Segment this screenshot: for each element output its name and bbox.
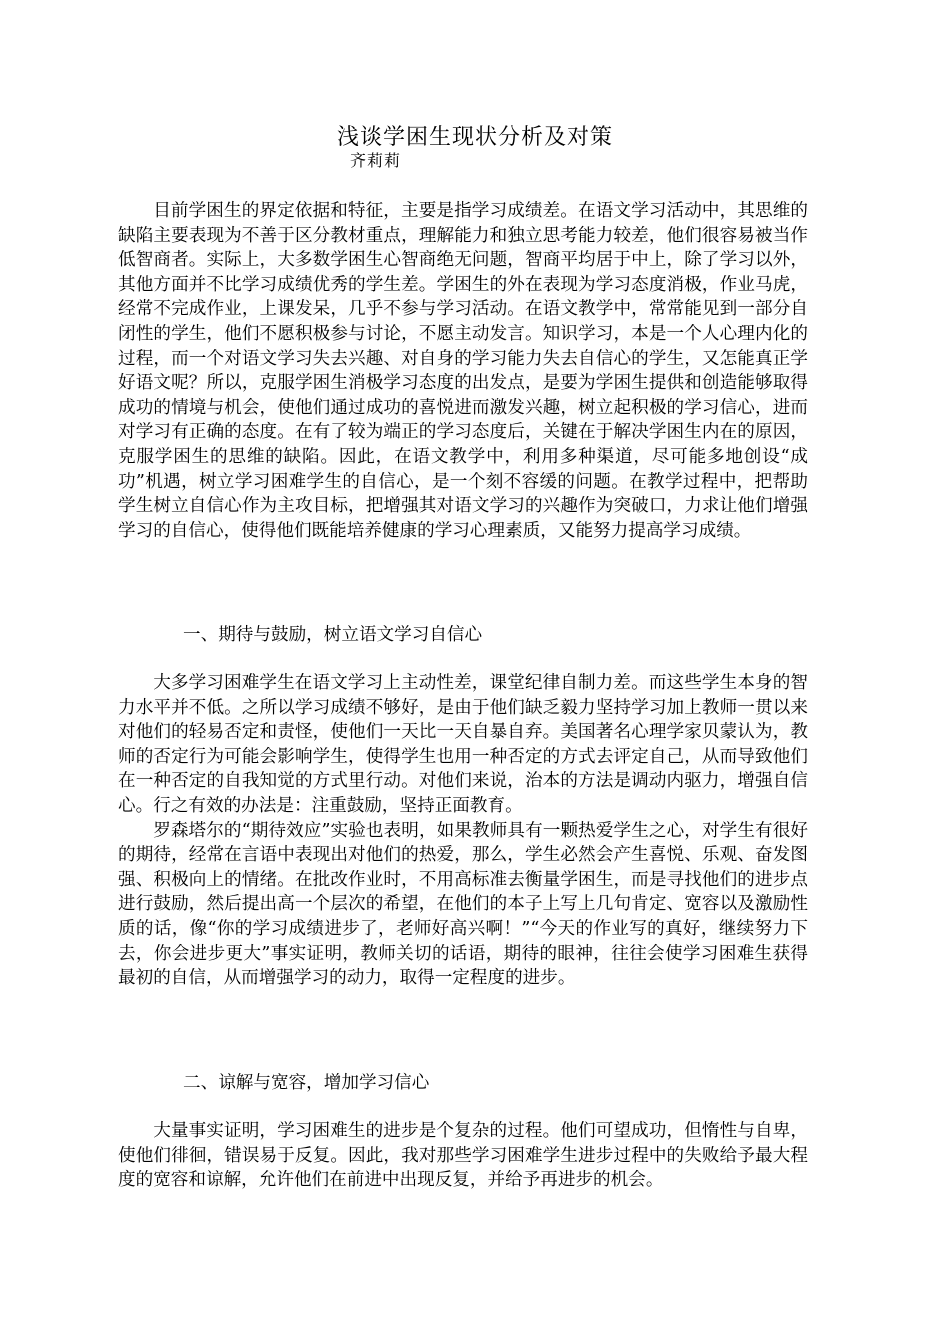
section-2-body <box>118 1119 808 1193</box>
section-heading-1: 一、期待与鼓励，树立语文学习自信心 <box>183 625 483 645</box>
document-title: 浅谈学困生现状分析及对策 <box>336 125 613 150</box>
intro-block <box>118 199 808 543</box>
section-1-paragraph-2: 罗森塔尔的“期待效应”实验也表明，如果教师具有一颗热爱学生之心，对学生有很好的期待，经常在言语中表现出对他们的热爱，那么，学生必然会产生喜悦、乐观、奋发图强、积极向上的情绪。在批改作业时，不用高标准去衡量学困生，而是寻找他们的进步点进行鼓励，然后提出高一个层次的希望，在他们的本子上写上几句肯定、宽容以及激励性质的话，像“你的学习成绩进步了，老师好高兴啊！”“今天的作业写的真好，继续努力下去，你会进步更大”事实证明，教师关切的话语，期待的眼神，往往会使学习困难生获得最初的自信，从而增强学习的动力，取得一定程度的进步。 <box>118 820 808 989</box>
author-name: 齐莉莉 <box>350 151 402 170</box>
intro-paragraph: 目前学困生的界定依据和特征，主要是指学习成绩差。在语文学习活动中，其思维的缺陷主要表现为不善于区分教材重点，理解能力和独立思考能力较差，他们很容易被当作低智商者。实际上，大多数学困生心智商绝无问题，智商平均居于中上，除了学习以外，其他方面并不比学习成绩优秀的学生差。学困生的外在表现为学习态度消极，作业马虎，经常不完成作业，上课发呆，几乎不参与学习活动。在语文教学中，常常能见到一部分自闭性的学生，他们不愿积极参与讨论，不愿主动发言。知识学习，本是一个人心理内化的过程，而一个对语文学习失去兴趣、对自身的学习能力失去自信心的学生，又怎能真正学好语文呢？所以，克服学困生消极学习态度的出发点，是要为学困生提供和创造能够取得成功的情境与机会，使他们通过成功的喜悦进而激发兴趣，树立起积极的学习信心，进而对学习有正确的态度。在有了较为端正的学习态度后，关键在于解决学困生内在的原因，克服学困生的思维的缺陷。因此，在语文教学中，利用多种渠道，尽可能多地创设“成功”机遇，树立学习困难学生的自信心，是一个刻不容缓的问题。在教学过程中，把帮助学生树立自信心作为主攻目标，把增强其对语文学习的兴趣作为突破口，力求让他们增强学习的自信心，使得他们既能培养健康的学习心理素质，又能努力提高学习成绩。 <box>118 201 808 541</box>
section-heading-2: 二、谅解与宽容，增加学习信心 <box>183 1073 430 1093</box>
section-1-paragraph-1: 大多学习困难学生在语文学习上主动性差，课堂纪律自制力差。而这些学生本身的智力水平并不低。之所以学习成绩不够好，是由于他们缺乏毅力坚持学习加上教师一贯以来对他们的轻易否定和责怪，使他们一天比一天自暴自弃。美国著名心理学家贝蒙认为，教师的否定行为可能会影响学生，使得学生也用一种否定的方式去评定自己，从而导致他们在一种否定的自我知觉的方式里行动。对他们来说，治本的方法是调动内驱力，增强自信心。行之有效的办法是：注重鼓励，坚持正面教育。 <box>118 673 808 816</box>
section-1-body <box>118 671 808 991</box>
section-2-paragraph-1: 大量事实证明，学习困难生的进步是个复杂的过程。他们可望成功，但惰性与自卑，使他们徘徊，错误易于反复。因此，我对那些学习困难学生进步过程中的失败给予最大程度的宽容和谅解，允许他们在前进中出现反复，并给予再进步的机会。 <box>118 1121 808 1191</box>
